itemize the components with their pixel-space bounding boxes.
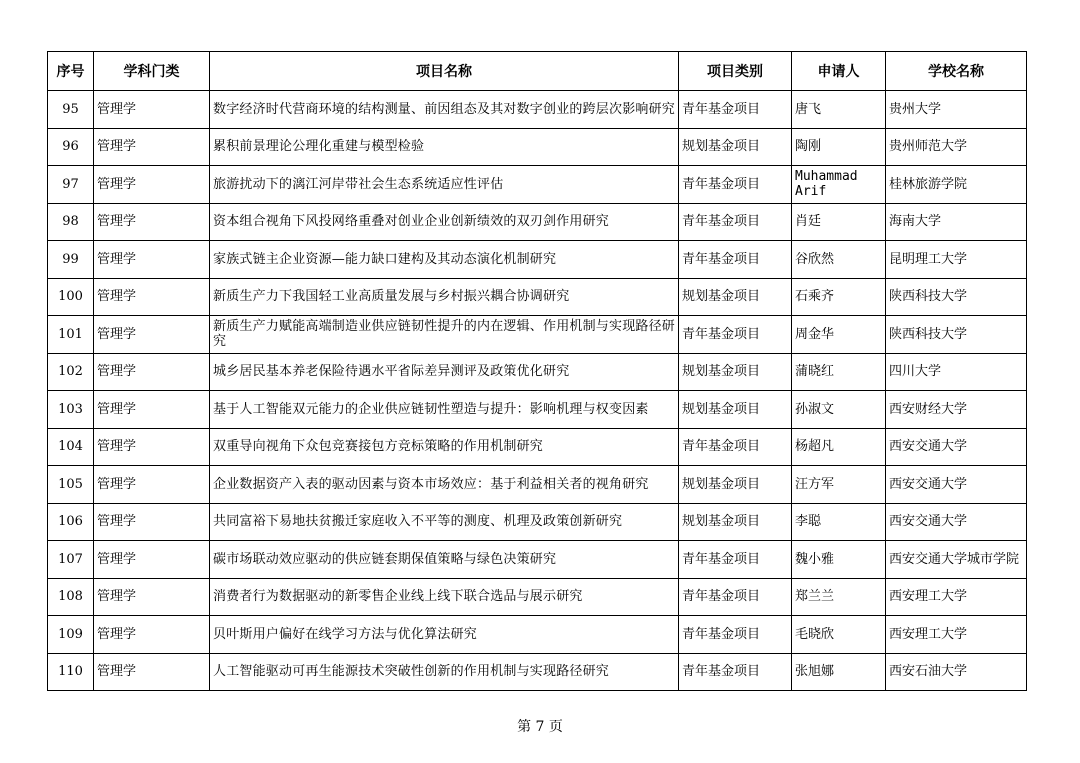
projects-table xyxy=(47,51,1027,691)
cell-applicant: 肖廷 xyxy=(792,203,886,241)
cell-discipline: 管理学 xyxy=(94,503,210,541)
cell-school: 海南大学 xyxy=(886,203,1027,241)
cell-project-name: 家族式链主企业资源—能力缺口建构及其动态演化机制研究 xyxy=(210,241,679,279)
cell-serial-number: 103 xyxy=(48,391,94,429)
cell-school: 西安交通大学城市学院 xyxy=(886,541,1027,579)
cell-school: 西安交通大学 xyxy=(886,503,1027,541)
cell-serial-number: 98 xyxy=(48,203,94,241)
table-row xyxy=(48,391,1027,429)
header-school: 学校名称 xyxy=(886,52,1027,91)
cell-school: 陕西科技大学 xyxy=(886,278,1027,316)
cell-applicant: Muhammad Arif xyxy=(792,166,886,204)
table-row xyxy=(48,541,1027,579)
cell-discipline: 管理学 xyxy=(94,653,210,691)
cell-discipline: 管理学 xyxy=(94,278,210,316)
cell-school: 西安财经大学 xyxy=(886,391,1027,429)
cell-school: 西安交通大学 xyxy=(886,466,1027,504)
table-row xyxy=(48,616,1027,654)
cell-discipline: 管理学 xyxy=(94,466,210,504)
cell-applicant: 唐飞 xyxy=(792,91,886,129)
cell-serial-number: 97 xyxy=(48,166,94,204)
cell-serial-number: 106 xyxy=(48,503,94,541)
cell-serial-number: 95 xyxy=(48,91,94,129)
table-row xyxy=(48,428,1027,466)
cell-serial-number: 107 xyxy=(48,541,94,579)
cell-discipline: 管理学 xyxy=(94,203,210,241)
cell-applicant: 杨超凡 xyxy=(792,428,886,466)
cell-applicant: 谷欣然 xyxy=(792,241,886,279)
cell-project-name: 城乡居民基本养老保险待遇水平省际差异测评及政策优化研究 xyxy=(210,353,679,391)
cell-school: 西安理工大学 xyxy=(886,616,1027,654)
cell-project-type: 规划基金项目 xyxy=(679,466,792,504)
cell-project-type: 青年基金项目 xyxy=(679,203,792,241)
cell-applicant: 郑兰兰 xyxy=(792,578,886,616)
cell-discipline: 管理学 xyxy=(94,128,210,166)
cell-project-type: 规划基金项目 xyxy=(679,503,792,541)
table-row xyxy=(48,241,1027,279)
cell-project-name: 共同富裕下易地扶贫搬迁家庭收入不平等的测度、机理及政策创新研究 xyxy=(210,503,679,541)
cell-serial-number: 96 xyxy=(48,128,94,166)
cell-applicant: 周金华 xyxy=(792,316,886,354)
cell-discipline: 管理学 xyxy=(94,391,210,429)
cell-applicant: 石乘齐 xyxy=(792,278,886,316)
table-row xyxy=(48,653,1027,691)
cell-project-name: 新质生产力赋能高端制造业供应链韧性提升的内在逻辑、作用机制与实现路径研究 xyxy=(210,316,679,354)
table-row xyxy=(48,466,1027,504)
cell-school: 西安理工大学 xyxy=(886,578,1027,616)
cell-applicant: 蒲晓红 xyxy=(792,353,886,391)
page-number: 第 7 页 xyxy=(517,719,563,735)
table-body xyxy=(48,91,1027,691)
cell-discipline: 管理学 xyxy=(94,541,210,579)
cell-school: 贵州大学 xyxy=(886,91,1027,129)
cell-project-name: 人工智能驱动可再生能源技术突破性创新的作用机制与实现路径研究 xyxy=(210,653,679,691)
cell-project-type: 规划基金项目 xyxy=(679,391,792,429)
cell-serial-number: 102 xyxy=(48,353,94,391)
header-discipline: 学科门类 xyxy=(94,52,210,91)
cell-discipline: 管理学 xyxy=(94,91,210,129)
cell-project-type: 青年基金项目 xyxy=(679,316,792,354)
cell-applicant: 毛晓欣 xyxy=(792,616,886,654)
cell-project-type: 青年基金项目 xyxy=(679,166,792,204)
cell-discipline: 管理学 xyxy=(94,428,210,466)
table-header-row xyxy=(48,52,1027,91)
cell-project-type: 规划基金项目 xyxy=(679,278,792,316)
cell-applicant: 孙淑文 xyxy=(792,391,886,429)
header-project-type: 项目类别 xyxy=(679,52,792,91)
cell-project-name: 企业数据资产入表的驱动因素与资本市场效应：基于利益相关者的视角研究 xyxy=(210,466,679,504)
cell-discipline: 管理学 xyxy=(94,316,210,354)
cell-applicant: 汪方军 xyxy=(792,466,886,504)
table-row xyxy=(48,91,1027,129)
cell-discipline: 管理学 xyxy=(94,241,210,279)
cell-project-name: 新质生产力下我国轻工业高质量发展与乡村振兴耦合协调研究 xyxy=(210,278,679,316)
cell-project-name: 旅游扰动下的漓江河岸带社会生态系统适应性评估 xyxy=(210,166,679,204)
cell-discipline: 管理学 xyxy=(94,616,210,654)
table-row xyxy=(48,203,1027,241)
cell-project-name: 双重导向视角下众包竞赛接包方竞标策略的作用机制研究 xyxy=(210,428,679,466)
cell-applicant: 李聪 xyxy=(792,503,886,541)
table-row xyxy=(48,278,1027,316)
cell-applicant: 张旭娜 xyxy=(792,653,886,691)
cell-project-name: 资本组合视角下风投网络重叠对创业企业创新绩效的双刃剑作用研究 xyxy=(210,203,679,241)
cell-school: 四川大学 xyxy=(886,353,1027,391)
header-applicant: 申请人 xyxy=(792,52,886,91)
cell-project-name: 消费者行为数据驱动的新零售企业线上线下联合选品与展示研究 xyxy=(210,578,679,616)
cell-project-type: 规划基金项目 xyxy=(679,353,792,391)
cell-school: 贵州师范大学 xyxy=(886,128,1027,166)
cell-project-type: 青年基金项目 xyxy=(679,428,792,466)
cell-school: 陕西科技大学 xyxy=(886,316,1027,354)
cell-project-type: 青年基金项目 xyxy=(679,241,792,279)
cell-serial-number: 100 xyxy=(48,278,94,316)
cell-project-name: 碳市场联动效应驱动的供应链套期保值策略与绿色决策研究 xyxy=(210,541,679,579)
cell-applicant: 陶刚 xyxy=(792,128,886,166)
cell-project-type: 青年基金项目 xyxy=(679,616,792,654)
header-serial-number: 序号 xyxy=(48,52,94,91)
table-row xyxy=(48,353,1027,391)
cell-school: 西安石油大学 xyxy=(886,653,1027,691)
cell-discipline: 管理学 xyxy=(94,353,210,391)
cell-discipline: 管理学 xyxy=(94,578,210,616)
cell-project-type: 青年基金项目 xyxy=(679,578,792,616)
table-row xyxy=(48,578,1027,616)
cell-serial-number: 110 xyxy=(48,653,94,691)
cell-applicant: 魏小雅 xyxy=(792,541,886,579)
cell-school: 西安交通大学 xyxy=(886,428,1027,466)
cell-serial-number: 108 xyxy=(48,578,94,616)
cell-school: 桂林旅游学院 xyxy=(886,166,1027,204)
cell-serial-number: 105 xyxy=(48,466,94,504)
cell-project-type: 青年基金项目 xyxy=(679,91,792,129)
cell-serial-number: 99 xyxy=(48,241,94,279)
cell-project-type: 规划基金项目 xyxy=(679,128,792,166)
cell-project-type: 青年基金项目 xyxy=(679,653,792,691)
table-row xyxy=(48,316,1027,354)
cell-project-name: 数字经济时代营商环境的结构测量、前因组态及其对数字创业的跨层次影响研究 xyxy=(210,91,679,129)
cell-project-name: 基于人工智能双元能力的企业供应链韧性塑造与提升：影响机理与权变因素 xyxy=(210,391,679,429)
cell-serial-number: 109 xyxy=(48,616,94,654)
cell-school: 昆明理工大学 xyxy=(886,241,1027,279)
table-row xyxy=(48,503,1027,541)
cell-discipline: 管理学 xyxy=(94,166,210,204)
table-row xyxy=(48,166,1027,204)
cell-project-type: 青年基金项目 xyxy=(679,541,792,579)
cell-project-name: 累积前景理论公理化重建与模型检验 xyxy=(210,128,679,166)
table-row xyxy=(48,128,1027,166)
cell-project-name: 贝叶斯用户偏好在线学习方法与优化算法研究 xyxy=(210,616,679,654)
cell-serial-number: 104 xyxy=(48,428,94,466)
cell-serial-number: 101 xyxy=(48,316,94,354)
header-project-name: 项目名称 xyxy=(210,52,679,91)
